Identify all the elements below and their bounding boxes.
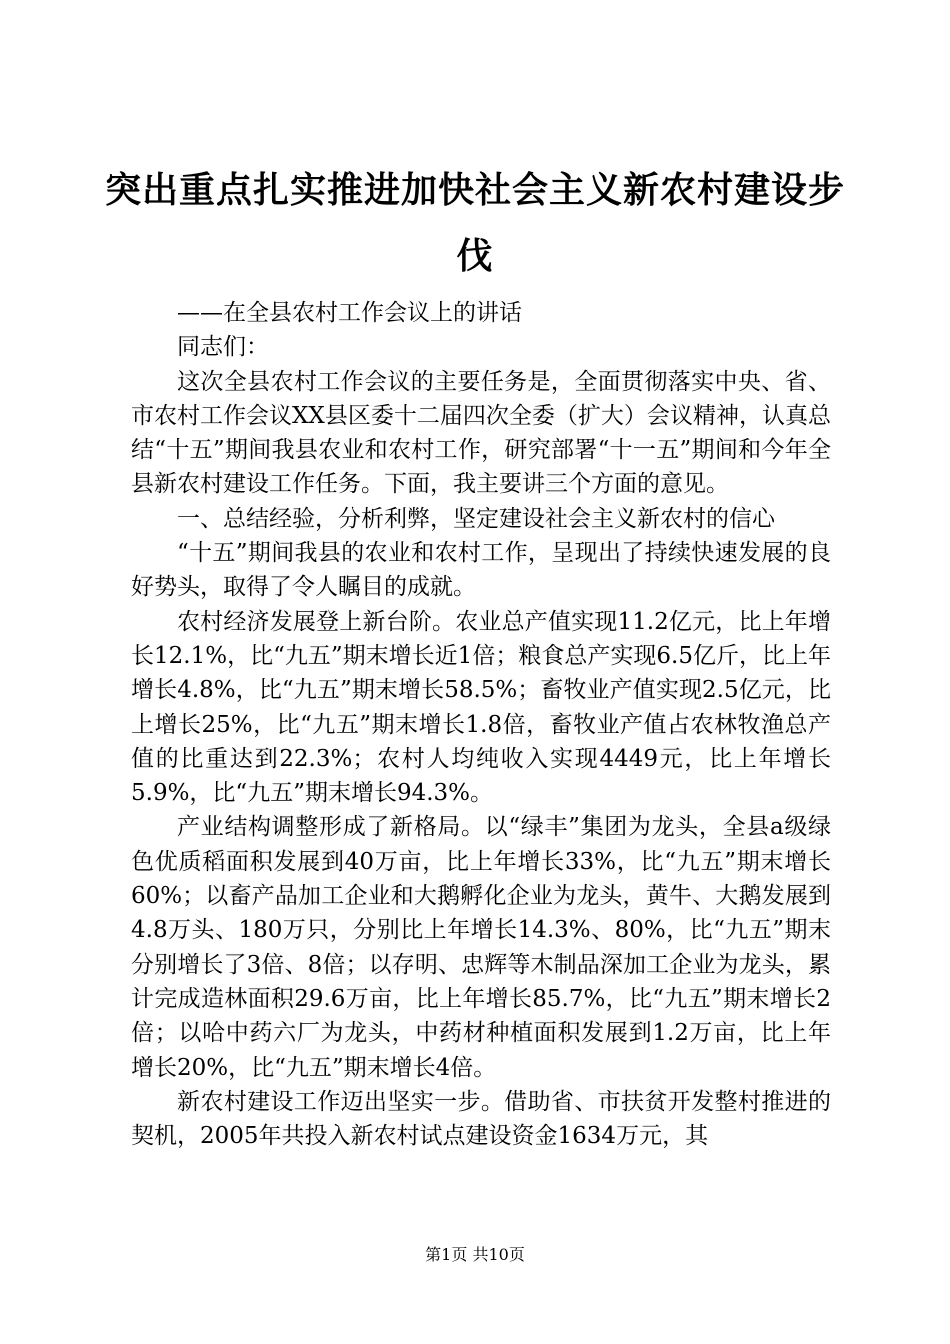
paragraph-intro: 这次全县农村工作会议的主要任务是，全面贯彻落实中央、省、市农村工作会议XX县区委十二届四次全委（扩大）会议精神，认真总结“十五”期间我县农业和农村工作，研究部署“十一五”期间和今年全县新农村建设工作任务。下面，我主要讲三个方面的意见。 (131, 368, 831, 498)
page-total: 共10页 (472, 1245, 525, 1264)
paragraph-industry: 产业结构调整形成了新格局。以“绿丰”集团为龙头，全县a级绿色优质稻面积发展到40万亩，比上年增长33%，比“九五”期末增长60%；以畜产品加工企业和大鹅孵化企业为龙头，黄牛、大鹅发展到4.8万头、180万只，分别比上年增长14.3%、80%，比“九五”期末分别增长了3倍、8倍；以存明、忠辉等木制品深加工企业为龙头，累计完成造林面积29.6万亩，比上年增长85.7%，比“九五”期末增长2倍；以哈中药六厂为龙头，中药材种植面积发展到1.2万亩，比上年增长20%，比“九五”期末增长4倍。 (131, 814, 831, 1081)
document-title: 突出重点扎实推进加快社会主义新农村建设步伐 (104, 170, 845, 277)
document-body (131, 296, 831, 1153)
paragraph-new-village: 新农村建设工作迈出坚实一步。借助省、市扶贫开发整村推进的契机，2005年共投入新农村试点建设资金1634万元，其 (131, 1088, 831, 1150)
page-number: 第1页 (425, 1245, 468, 1264)
document-subtitle: ——在全县农村工作会议上的讲话 (177, 300, 522, 326)
salutation: 同志们： (177, 334, 269, 361)
page-footer (0, 1245, 950, 1265)
section-heading-one: 一、总结经验，分析利弊，坚定建设社会主义新农村的信心 (177, 505, 775, 532)
paragraph-economy: 农村经济发展登上新台阶。农业总产值实现11.2亿元，比上年增长12.1%，比“九五”期末增长近1倍；粮食总产实现6.5亿斤，比上年增长4.8%，比“九五”期末增长58.5%；畜牧业产值实现2.5亿元，比上增长25%，比“九五”期末增长1.8倍，畜牧业产值占农林牧渔总产值的比重达到22.3%；农村人均纯收入实现4449元，比上年增长5.9%，比“九五”期末增长94.3%。 (131, 608, 831, 807)
paragraph-overview: “十五”期间我县的农业和农村工作，呈现出了持续快速发展的良好势头，取得了令人瞩目的成就。 (131, 540, 831, 601)
